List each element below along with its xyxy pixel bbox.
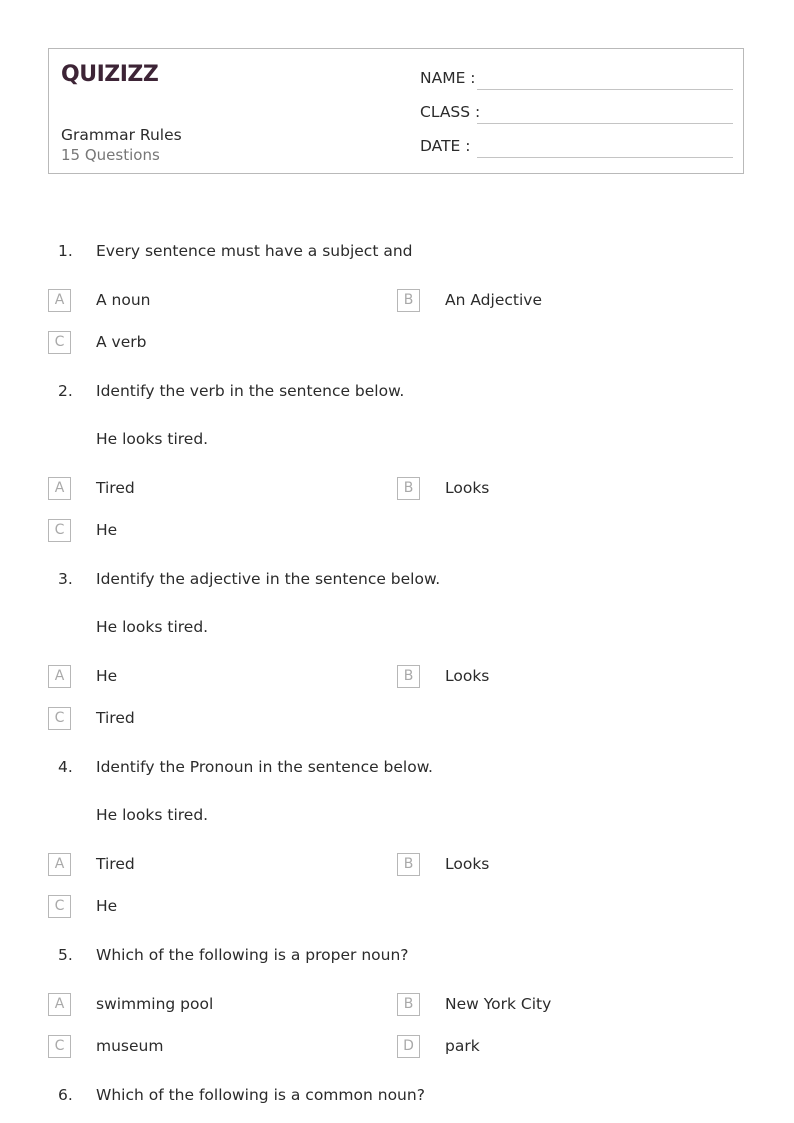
- question-text: Every sentence must have a subject and: [96, 242, 413, 260]
- class-field[interactable]: [477, 123, 733, 124]
- option-b-text: New York City: [445, 995, 552, 1013]
- question-subtext: He looks tired.: [96, 430, 209, 448]
- question-text: Which of the following is a common noun?: [96, 1086, 425, 1104]
- option-a-text: Tired: [96, 479, 135, 497]
- question-number: 5.: [58, 946, 73, 964]
- question-text: Identify the Pronoun in the sentence below.: [96, 758, 433, 776]
- option-b-box[interactable]: B: [397, 289, 420, 312]
- worksheet-title: Grammar Rules: [61, 126, 182, 144]
- question-text: Identify the adjective in the sentence below.: [96, 570, 441, 588]
- question-text: Which of the following is a proper noun?: [96, 946, 409, 964]
- option-a-box[interactable]: A: [48, 853, 71, 876]
- option-c-text: museum: [96, 1037, 164, 1055]
- question-number: 2.: [58, 382, 73, 400]
- question-subtext: He looks tired.: [96, 618, 209, 636]
- option-b-box[interactable]: B: [397, 477, 420, 500]
- option-c-box[interactable]: C: [48, 331, 71, 354]
- class-label: CLASS :: [420, 103, 481, 121]
- option-c-box[interactable]: C: [48, 707, 71, 730]
- quizizz-logo: [61, 57, 161, 89]
- name-label: NAME :: [420, 69, 476, 87]
- question-number: 6.: [58, 1086, 73, 1104]
- date-label: DATE :: [420, 137, 471, 155]
- option-c-text: Tired: [96, 709, 135, 727]
- option-b-box[interactable]: B: [397, 853, 420, 876]
- option-c-text: He: [96, 521, 118, 539]
- question-number: 3.: [58, 570, 73, 588]
- option-c-box[interactable]: C: [48, 1035, 71, 1058]
- question-number: 1.: [58, 242, 73, 260]
- question-count: 15 Questions: [61, 146, 160, 164]
- option-a-box[interactable]: A: [48, 477, 71, 500]
- option-a-text: swimming pool: [96, 995, 214, 1013]
- option-c-box[interactable]: C: [48, 895, 71, 918]
- option-c-text: A verb: [96, 333, 147, 351]
- logo-text: QUIZIZZ: [61, 62, 159, 87]
- option-a-text: A noun: [96, 291, 151, 309]
- option-a-box[interactable]: A: [48, 993, 71, 1016]
- option-d-box[interactable]: D: [397, 1035, 420, 1058]
- question-number: 4.: [58, 758, 73, 776]
- option-c-text: He: [96, 897, 118, 915]
- option-b-text: Looks: [445, 479, 490, 497]
- option-b-text: An Adjective: [445, 291, 542, 309]
- option-a-text: Tired: [96, 855, 135, 873]
- option-a-box[interactable]: A: [48, 289, 71, 312]
- option-b-text: Looks: [445, 667, 490, 685]
- option-a-text: He: [96, 667, 118, 685]
- option-b-box[interactable]: B: [397, 993, 420, 1016]
- option-b-box[interactable]: B: [397, 665, 420, 688]
- question-subtext: He looks tired.: [96, 806, 209, 824]
- option-c-box[interactable]: C: [48, 519, 71, 542]
- question-text: Identify the verb in the sentence below.: [96, 382, 405, 400]
- name-field[interactable]: [477, 89, 733, 90]
- date-field[interactable]: [477, 157, 733, 158]
- option-b-text: Looks: [445, 855, 490, 873]
- worksheet-header: [48, 48, 744, 174]
- option-d-text: park: [445, 1037, 480, 1055]
- option-a-box[interactable]: A: [48, 665, 71, 688]
